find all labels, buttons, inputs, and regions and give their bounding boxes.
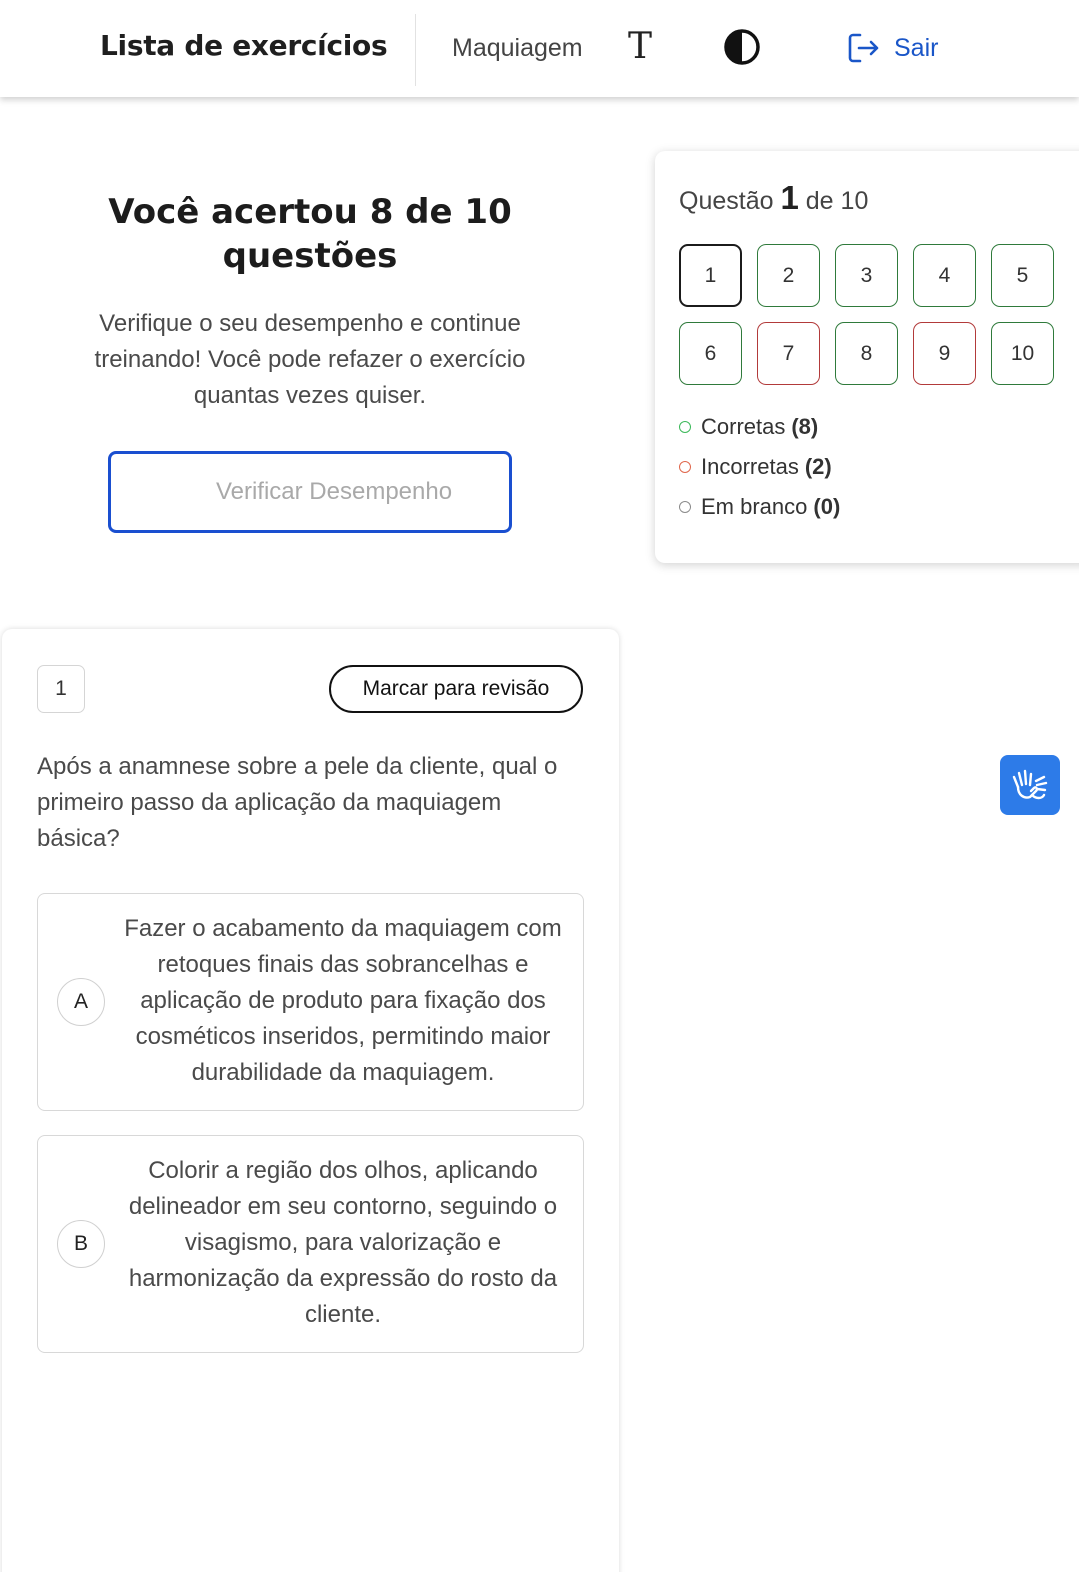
course-name: Maquiagem [452,34,583,62]
legend-item [679,487,840,527]
question-nav-button[interactable]: 7 [757,322,820,385]
question-nav-button[interactable]: 4 [913,244,976,307]
legend-label: Incorretas [701,454,799,479]
question-nav-button[interactable]: 10 [991,322,1054,385]
legend-item [679,407,840,447]
option-a[interactable] [37,893,584,1111]
legend-count: (0) [813,494,841,519]
sign-language-button[interactable] [1000,755,1060,815]
option-letter: A [57,978,105,1026]
question-text: Após a anamnese sobre a pele da cliente, qual o primeiro passo da aplicação da maquiagem básica? [37,753,558,852]
legend-count: (8) [791,414,819,439]
question-nav-button[interactable]: 3 [835,244,898,307]
counter-suffix: de 10 [805,187,869,215]
top-header [0,0,1079,97]
counter-prefix: Questão [679,187,774,215]
question-grid [679,244,1059,385]
option-text: Colorir a região dos olhos, aplicando delineador em seu contorno, seguindo o visagismo, para valorização e harmonização da expressão do rosto da cliente. [128,1157,558,1328]
sign-language-icon [1010,765,1050,805]
question-nav-button[interactable]: 2 [757,244,820,307]
legend-dot-icon [679,461,691,473]
legend-dot-icon [679,421,691,433]
question-card [2,629,619,1572]
font-size-icon[interactable]: T [627,26,652,67]
result-description: Verifique o seu desempenho e continue treinando! Você pode refazer o exercício quantas vezes quiser. [94,310,526,409]
question-nav-button[interactable]: 1 [679,244,742,307]
logout-button[interactable] [846,30,938,66]
logout-label: Sair [894,33,939,62]
legend-label: Em branco [701,494,808,519]
mark-for-review-button[interactable]: Marcar para revisão [329,665,583,713]
question-nav-button[interactable]: 6 [679,322,742,385]
legend-item [679,447,840,487]
counter-current: 1 [780,179,799,216]
status-legend [679,407,840,527]
option-letter: B [57,1220,105,1268]
option-b[interactable] [37,1135,584,1353]
question-nav-button[interactable]: 9 [913,322,976,385]
question-number: 1 [37,665,85,713]
question-nav-button[interactable]: 5 [991,244,1054,307]
app-title: Lista de exercícios [100,29,388,62]
contrast-icon[interactable] [722,27,762,67]
legend-dot-icon [679,501,691,513]
question-counter [679,179,868,217]
header-divider [415,14,416,86]
result-title: Você acertou 8 de 10 questões [108,192,512,276]
option-text: Fazer o acabamento da maquiagem com retoques finais das sobrancelhas e aplicação de produto para fixação dos cosméticos inseridos, permitindo maior durabilidade da maquiagem. [124,915,562,1086]
question-navigator [655,151,1079,563]
legend-count: (2) [804,454,832,479]
verify-performance-button[interactable]: Verificar Desempenho [108,451,512,533]
legend-label: Corretas [701,414,786,439]
logout-icon [846,30,882,66]
question-nav-button[interactable]: 8 [835,322,898,385]
